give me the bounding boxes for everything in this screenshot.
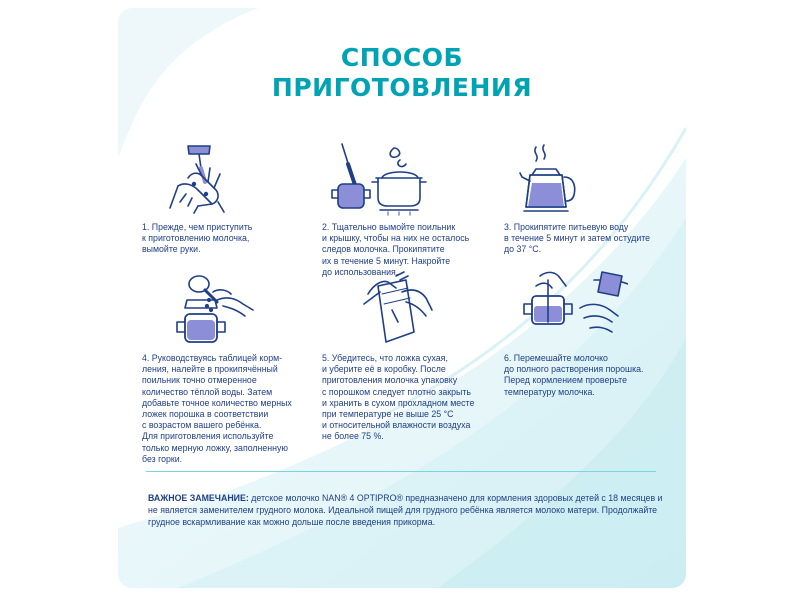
title-line-2: ПРИГОТОВЛЕНИЯ (271, 73, 533, 102)
title-line-1: СПОСОБ (340, 43, 464, 72)
important-note (148, 492, 668, 529)
step-1-text: 1. Прежде, чем приступить к приготовлению молочка, вымойте руки. (142, 222, 253, 255)
instruction-card (118, 8, 686, 588)
step-5-text: 5. Убедитесь, что ложка сухая, и уберите её в коробку. После приготовления молочка упаковку с порошком следует плотно закрыть и хранить в сухом прохладном месте при температуре не выше 25 °С и относительной влажности воздуха не более 75 %. (322, 353, 475, 442)
dry-spoon-icon (358, 270, 438, 352)
kettle-icon (518, 143, 588, 215)
bottle-sterilizing-icon (328, 140, 428, 216)
important-note-label: ВАЖНОЕ ЗАМЕЧАНИЕ: (148, 493, 249, 503)
measuring-scoop-icon (173, 270, 263, 352)
step-2-text: 2. Тщательно вымойте поильник и крышку, чтобы на них не осталось следов молочка. Прокипятите их в течение 5 минут. Накройте до использования. (322, 222, 470, 277)
divider (146, 471, 656, 472)
step-3-text: 3. Прокипятите питьевую воду в течение 5 минут и затем остудите до 37 °С. (504, 222, 651, 255)
hand-washing-icon (158, 138, 248, 214)
stirring-icon (518, 266, 628, 350)
important-note-text: детское молочко NAN® 4 OPTIPRO® предназначено для кормления здоровых детей с 18 месяцев и не является заменителем грудного молока. Идеальной пищей для грудного ребёнка является молоко матери. Продолжайте грудное вскармливание как можно дольше после введения прикорма. (148, 493, 663, 528)
step-4-text: 4. Руководствуясь таблицей корм- ления, налейте в прокипячённый поильник точно отмеренное количество тёплой воды. Затем добавьте точное количество мерных ложек порошка в соответствии с возрастом вашего ребёнка. Для приготовления используйте только мерную ложку, заполненную без горки. (142, 353, 292, 464)
step-6-text: 6. Перемешайте молочко до полного растворения порошка. Перед кормлением проверьте температуру молочка. (504, 353, 644, 397)
